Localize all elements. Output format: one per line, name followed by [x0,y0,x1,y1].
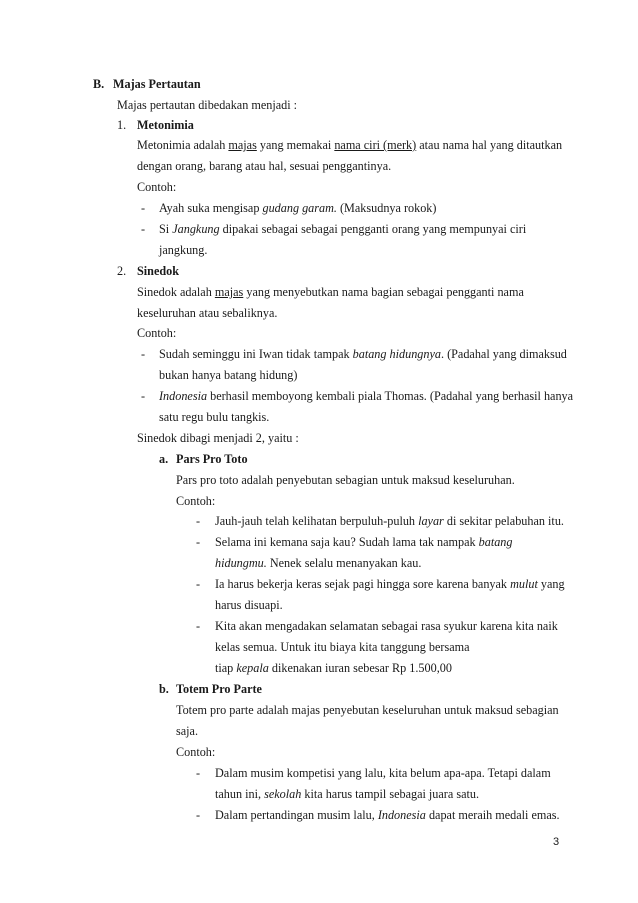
example-text-cont: kelas semua. Untuk itu biaya kita tanggung bersama [215,640,470,654]
example-text-cont: bukan hanya batang hidung) [159,368,298,382]
example-text-cont: jangkung. [159,243,208,257]
bullet: - [141,347,146,361]
bullet: - [196,766,201,780]
example-text: Selama ini kemana saja kau? Sudah lama tak nampak batang [215,535,513,549]
example-text: Ia harus bekerja keras sejak pagi hingga sore karena banyak mulut yang [215,577,565,591]
example-text-cont: satu regu bulu tangkis. [159,410,270,424]
example-text: Kita akan mengadakan selamatan sebagai rasa syukur karena kita naik [215,619,558,633]
page-number: 3 [553,836,560,848]
metonimia-definition: Metonimia adalah majas yang memakai nama ciri (merk) atau nama hal yang ditautkan [137,138,563,152]
contoh-label: Contoh: [137,326,177,340]
bullet: - [141,389,146,403]
bullet: - [196,577,201,591]
pars-definition: Pars pro toto adalah penyebutan sebagian untuk maksud keseluruhan. [176,473,515,487]
totem-definition: Totem pro parte adalah majas penyebutan keseluruhan untuk maksud sebagian [176,703,559,717]
subsection-title-pars-pro-toto: Pars Pro Toto [176,452,248,466]
item-number: 1. [117,118,127,132]
section-title: Majas Pertautan [113,77,201,91]
example-text: Dalam pertandingan musim lalu, Indonesia dapat meraih medali emas. [215,808,560,822]
example-text: Sudah seminggu ini Iwan tidak tampak batang hidungnya. (Padahal yang dimaksud [159,347,567,361]
example-text-cont: hidungmu. Nenek selalu menanyakan kau. [215,556,422,570]
example-text-cont: harus disuapi. [215,598,283,612]
bullet: - [196,808,201,822]
sinedok-division: Sinedok dibagi menjadi 2, yaitu : [137,431,299,445]
totem-definition-cont: saja. [176,724,198,738]
subsection-title-totem-pro-parte: Totem Pro Parte [176,682,262,696]
section-intro: Majas pertautan dibedakan menjadi : [117,98,298,112]
metonimia-definition-cont: dengan orang, barang atau hal, sesuai penggantinya. [137,159,392,173]
subsection-title-sinedok: Sinedok [137,264,180,278]
example-text: Indonesia berhasil memboyong kembali piala Thomas. (Padahal yang berhasil hanya [159,389,574,403]
example-text-cont: tahun ini, sekolah kita harus tampil sebagai juara satu. [215,787,480,801]
bullet: - [141,201,146,215]
sinedok-definition: Sinedok adalah majas yang menyebutkan nama bagian sebagai pengganti nama [137,285,524,299]
subsection-title-metonimia: Metonimia [137,118,194,132]
contoh-label: Contoh: [176,494,216,508]
sinedok-definition-cont: keseluruhan atau sebaliknya. [137,306,278,320]
example-text: Ayah suka mengisap gudang garam. (Maksudnya rokok) [159,201,437,215]
section-marker: B. [93,77,105,91]
contoh-label: Contoh: [137,180,177,194]
bullet: - [196,535,201,549]
contoh-label: Contoh: [176,745,216,759]
item-number: 2. [117,264,127,278]
bullet: - [141,222,146,236]
sub-item-marker: b. [159,682,169,696]
example-text: Dalam musim kompetisi yang lalu, kita belum apa-apa. Tetapi dalam [215,766,551,780]
example-text-cont: tiap kepala dikenakan iuran sebesar Rp 1.500,00 [215,661,452,675]
example-text: Jauh-jauh telah kelihatan berpuluh-puluh layar di sekitar pelabuhan itu. [215,514,564,528]
sub-item-marker: a. [159,452,169,466]
example-text: Si Jangkung dipakai sebagai sebagai pengganti orang yang mempunyai ciri [159,222,527,236]
bullet: - [196,619,201,633]
bullet: - [196,514,201,528]
